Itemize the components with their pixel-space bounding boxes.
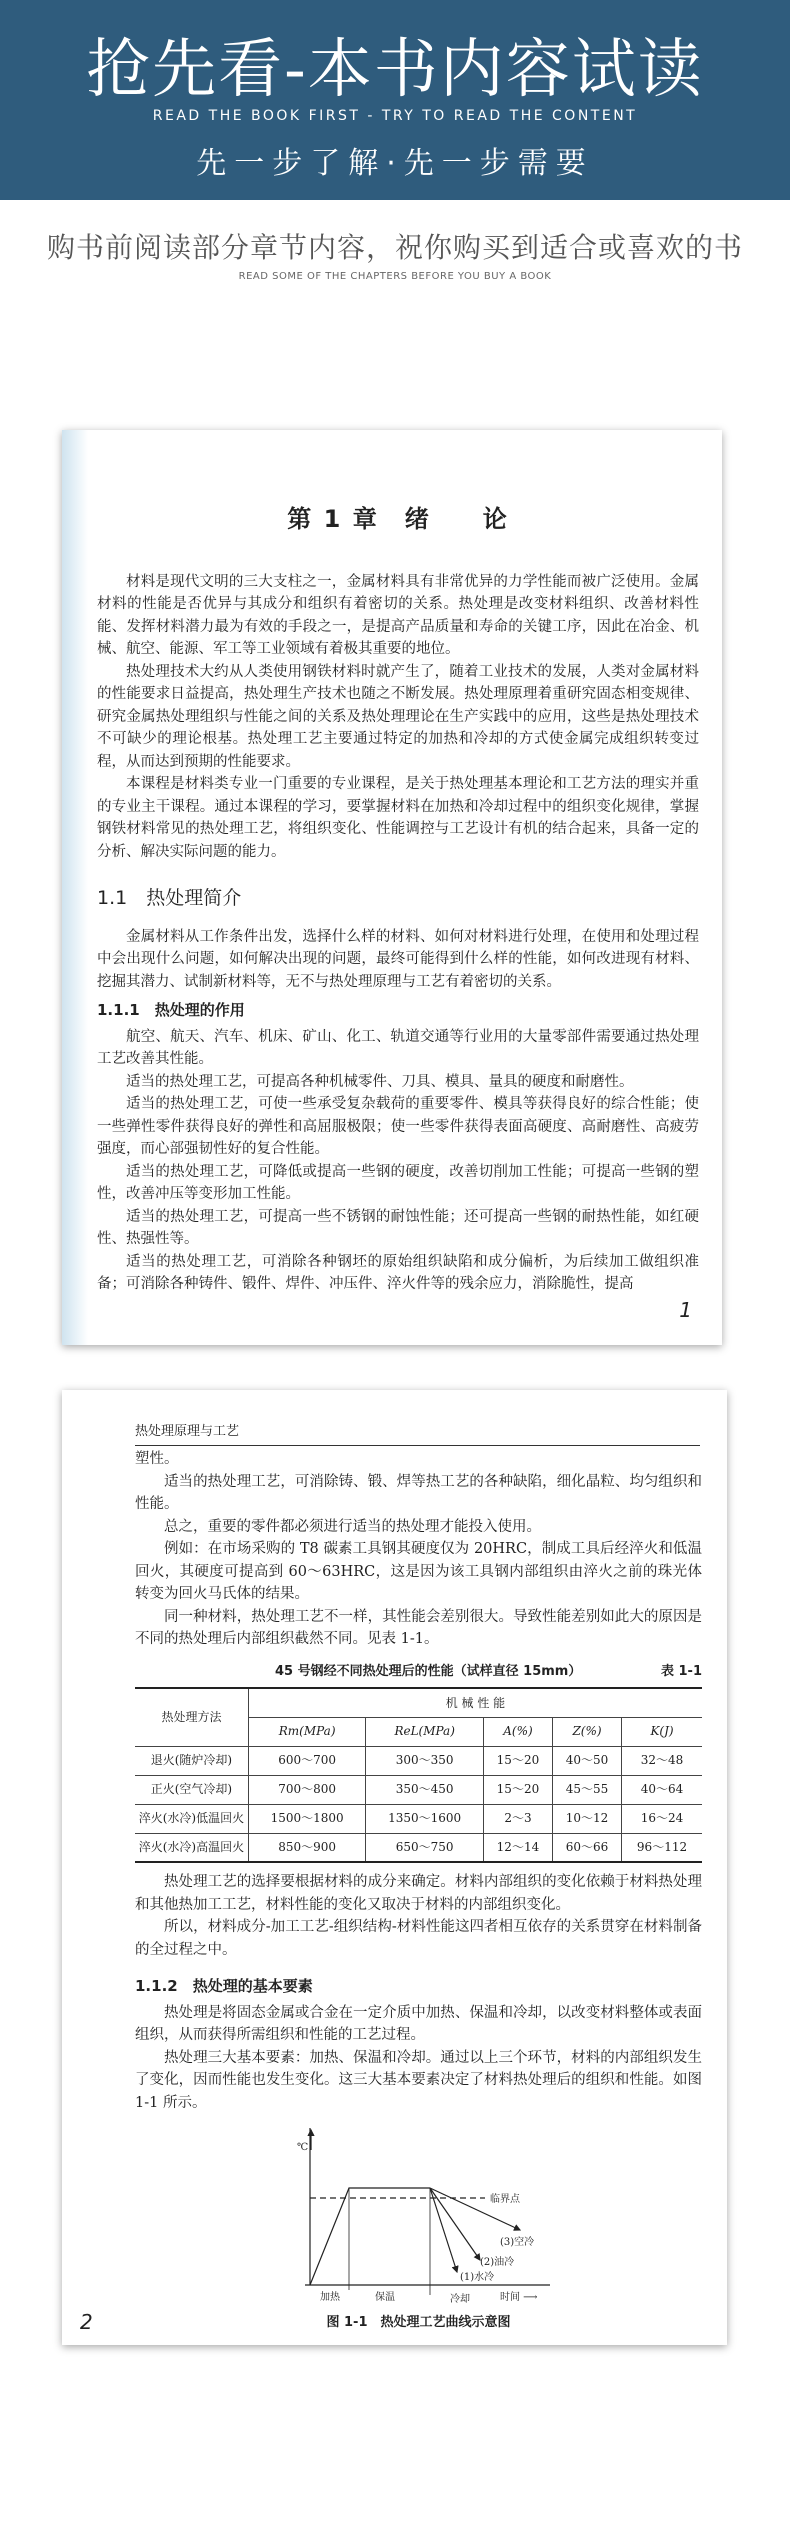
table-row xyxy=(135,1746,702,1775)
paragraph: 适当的热处理工艺，可消除铸、锻、焊等热工艺的各种缺陷，细化晶粒、均匀组织和性能。 xyxy=(135,1473,702,1512)
table-cell: 96～112 xyxy=(622,1833,702,1862)
table-label: 表 1-1 xyxy=(660,1663,702,1679)
page-1-body xyxy=(97,505,699,1296)
table-cell: 淬火(水冷)低温回火 xyxy=(135,1804,248,1833)
paragraph: 适当的热处理工艺，可提高一些不锈钢的耐蚀性能；还可提高一些钢的耐热性能，如红硬性、热强性等。 xyxy=(97,1208,699,1247)
figure-caption: 图 1-1 热处理工艺曲线示意图 xyxy=(326,2315,511,2330)
subsection-heading: 1.1.1 热处理的作用 xyxy=(97,1001,245,1019)
table-caption xyxy=(135,1661,702,1684)
table-title: 45 号钢经不同热处理后的性能（试样直径 15mm） xyxy=(275,1663,582,1679)
book-page-1 xyxy=(62,430,722,1345)
table-cell: 12～14 xyxy=(483,1833,552,1862)
running-head: 热处理原理与工艺 xyxy=(135,1420,700,1446)
table-cell: 850～900 xyxy=(248,1833,366,1862)
banner-title: 抢先看-本书内容试读 xyxy=(86,33,704,107)
table-header: 热处理方法 xyxy=(135,1688,248,1746)
paragraph: 金属材料从工作条件出发，选择什么样的材料、如何对材料进行处理，在使用和处理过程中会出现什么问题，如何解决出现的问题，最终可能得到什么样的性能，如何改进现有材料、挖掘其潜力、试制新材料等，无不与热处理原理与工艺有着密切的关系。 xyxy=(97,928,699,990)
water-cool-label: (1)水冷 xyxy=(460,2272,495,2283)
table-cell: 1500～1800 xyxy=(248,1804,366,1833)
paragraph: 适当的热处理工艺，可降低或提高一些钢的硬度，改善切削加工性能；可提高一些钢的塑性，改善冲压等变形加工性能。 xyxy=(97,1163,699,1202)
paragraph: 例如：在市场采购的 T8 碳素工具钢其硬度仅为 20HRC，制成工具后经淬火和低温回火，其硬度可提高到 60～63HRC，这是因为该工具钢内部组织由淬火之前的珠光体转变为回火马氏体的结果。 xyxy=(135,1541,702,1602)
table-cell: 淬火(水冷)高温回火 xyxy=(135,1833,248,1862)
table-cell: 正火(空气冷却) xyxy=(135,1775,248,1804)
table-cell: 2～3 xyxy=(483,1804,552,1833)
heating-holding-line xyxy=(310,2188,430,2285)
table-cell: 600～700 xyxy=(248,1746,366,1775)
paragraph: 本课程是材料类专业一门重要的专业课程，是关于热处理基本理论和工艺方法的理实并重的专业主干课程。通过本课程的学习，要掌握材料在加热和冷却过程中的组织变化规律，掌握钢铁材料常见的热处理工艺，将组织变化、性能调控与工艺设计有机的结合起来，具备一定的分析、解决实际问题的能力。 xyxy=(97,776,699,860)
header-banner xyxy=(0,0,790,200)
section-heading: 1.1 热处理简介 xyxy=(97,887,242,909)
table-cell: 40～50 xyxy=(552,1746,621,1775)
table-row xyxy=(135,1833,702,1862)
table-cell: 700～800 xyxy=(248,1775,366,1804)
table-cell: 650～750 xyxy=(366,1833,484,1862)
properties-table xyxy=(135,1687,702,1863)
table-row xyxy=(135,1804,702,1833)
column-header: ReL(MPa) xyxy=(366,1717,484,1746)
column-header: Z(%) xyxy=(552,1717,621,1746)
hold-label: 保温 xyxy=(375,2292,395,2303)
page-2-body xyxy=(135,1448,702,2335)
table-cell: 60～66 xyxy=(552,1833,621,1862)
column-header: K(J) xyxy=(622,1717,702,1746)
table-cell: 350～450 xyxy=(366,1775,484,1804)
paragraph: 适当的热处理工艺，可使一些承受复杂载荷的重要零件、模具等获得良好的综合性能；使一些弹性零件获得良好的弹性和高屈服极限；使一些零件获得表面高硬度、高耐磨性、高疲劳强度，而心部强韧性好的复合性能。 xyxy=(97,1096,699,1157)
paragraph: 同一种材料，热处理工艺不一样，其性能会差别很大。导致性能差别如此大的原因是不同的热处理后内部组织截然不同。见表 1-1。 xyxy=(135,1608,702,1647)
column-header: A(%) xyxy=(483,1717,552,1746)
air-cool-label: (3)空冷 xyxy=(500,2237,535,2248)
cool-label: 冷却 xyxy=(450,2294,470,2305)
table-cell: 退火(随炉冷却) xyxy=(135,1746,248,1775)
paragraph: 适当的热处理工艺，可提高各种机械零件、刀具、模具、量具的硬度和耐磨性。 xyxy=(126,1073,634,1090)
table-cell: 45～55 xyxy=(552,1775,621,1804)
banner-english: READ THE BOOK FIRST - TRY TO READ THE CONTENT xyxy=(152,108,638,124)
subsection-heading: 1.1.2 热处理的基本要素 xyxy=(135,1977,313,1995)
critical-label: 临界点 xyxy=(490,2194,520,2205)
paragraph: 所以，材料成分-加工工艺-组织结构-材料性能这四者相互依存的关系贯穿在材料制备的全过程之中。 xyxy=(135,1919,702,1958)
paragraph: 材料是现代文明的三大支柱之一，金属材料具有非常优异的力学性能而被广泛使用。金属材料的性能是否优异与其成分和组织有着密切的关系。热处理是改变材料组织、改善材料性能、发挥材料潜力最为有效的手段之一，是提高产品质量和寿命的关键工序，因此在冶金、机械、航空、能源、军工等工业领域有着极其重要的地位。 xyxy=(97,573,699,657)
table-row xyxy=(135,1775,702,1804)
table-cell: 15～20 xyxy=(483,1746,552,1775)
paragraph: 热处理是将固态金属或合金在一定介质中加热、保温和冷却，以改变材料整体或表面组织，从而获得所需组织和性能的工艺过程。 xyxy=(135,2004,702,2043)
heat-treatment-curve-diagram xyxy=(135,2120,702,2310)
table-cell: 1350～1600 xyxy=(366,1804,484,1833)
book-page-2 xyxy=(62,1390,727,2345)
paragraph: 适当的热处理工艺，可消除各种钢坯的原始组织缺陷和成分偏析，为后续加工做组织准备；可消除各种铸件、锻件、焊件、冲压件、淬火件等的残余应力，消除脆性，提高 xyxy=(97,1253,699,1292)
banner-slogan: 先一步了解·先一步需要 xyxy=(196,146,594,181)
intro-english: READ SOME OF THE CHAPTERS BEFORE YOU BUY A BOOK xyxy=(238,271,552,282)
water-cool-line xyxy=(430,2188,457,2272)
table-cell: 10～12 xyxy=(552,1804,621,1833)
table-header: 机 械 性 能 xyxy=(248,1688,702,1717)
paragraph: 总之，重要的零件都必须进行适当的热处理才能投入使用。 xyxy=(164,1518,541,1535)
oil-cool-line xyxy=(430,2188,480,2260)
paragraph: 热处理技术大约从人类使用钢铁材料时就产生了，随着工业技术的发展，人类对金属材料的性能要求日益提高，热处理生产技术也随之不断发展。热处理原理着重研究固态相变规律、研究金属热处理组织与性能之间的关系及热处理理论在生产实践中的应用，这些是热处理技术不可缺少的理论根基。热处理工艺主要通过特定的加热和冷却的方式使金属完成组织转变过程，从而达到预期的性能要求。 xyxy=(97,663,699,770)
paragraph: 热处理工艺的选择要根据材料的成分来确定。材料内部组织的变化依赖于材料热处理和其他热加工工艺，材料性能的变化又取决于材料的内部组织变化。 xyxy=(135,1874,702,1913)
chapter-title: 第 1 章 绪 论 xyxy=(287,505,509,533)
page-number: 2 xyxy=(80,2310,93,2334)
paragraph: 航空、航天、汽车、机床、矿山、化工、轨道交通等行业用的大量零部件需要通过热处理工艺改善其性能。 xyxy=(97,1028,699,1067)
table-cell: 300～350 xyxy=(366,1746,484,1775)
paragraph: 热处理三大基本要素：加热、保温和冷却。通过以上三个环节，材料的内部组织发生了变化，因而性能也发生变化。这三大基本要素决定了材料热处理后的组织和性能。如图 1-1 所示。 xyxy=(135,2049,702,2111)
time-label: 时间 ⟶ xyxy=(500,2292,538,2303)
table-cell: 16～24 xyxy=(622,1804,702,1833)
table-cell: 15～20 xyxy=(483,1775,552,1804)
heat-label: 加热 xyxy=(320,2292,340,2303)
y-unit-label: ℃ xyxy=(297,2142,309,2153)
intro-text: 购书前阅读部分章节内容，祝你购买到适合或喜欢的书 xyxy=(46,231,743,264)
column-header: Rm(MPa) xyxy=(248,1717,366,1746)
page-number: 1 xyxy=(679,1298,692,1322)
table-cell: 40～64 xyxy=(622,1775,702,1804)
paragraph: 塑性。 xyxy=(135,1451,179,1467)
oil-cool-label: (2)油冷 xyxy=(480,2257,515,2268)
table-cell: 32～48 xyxy=(622,1746,702,1775)
